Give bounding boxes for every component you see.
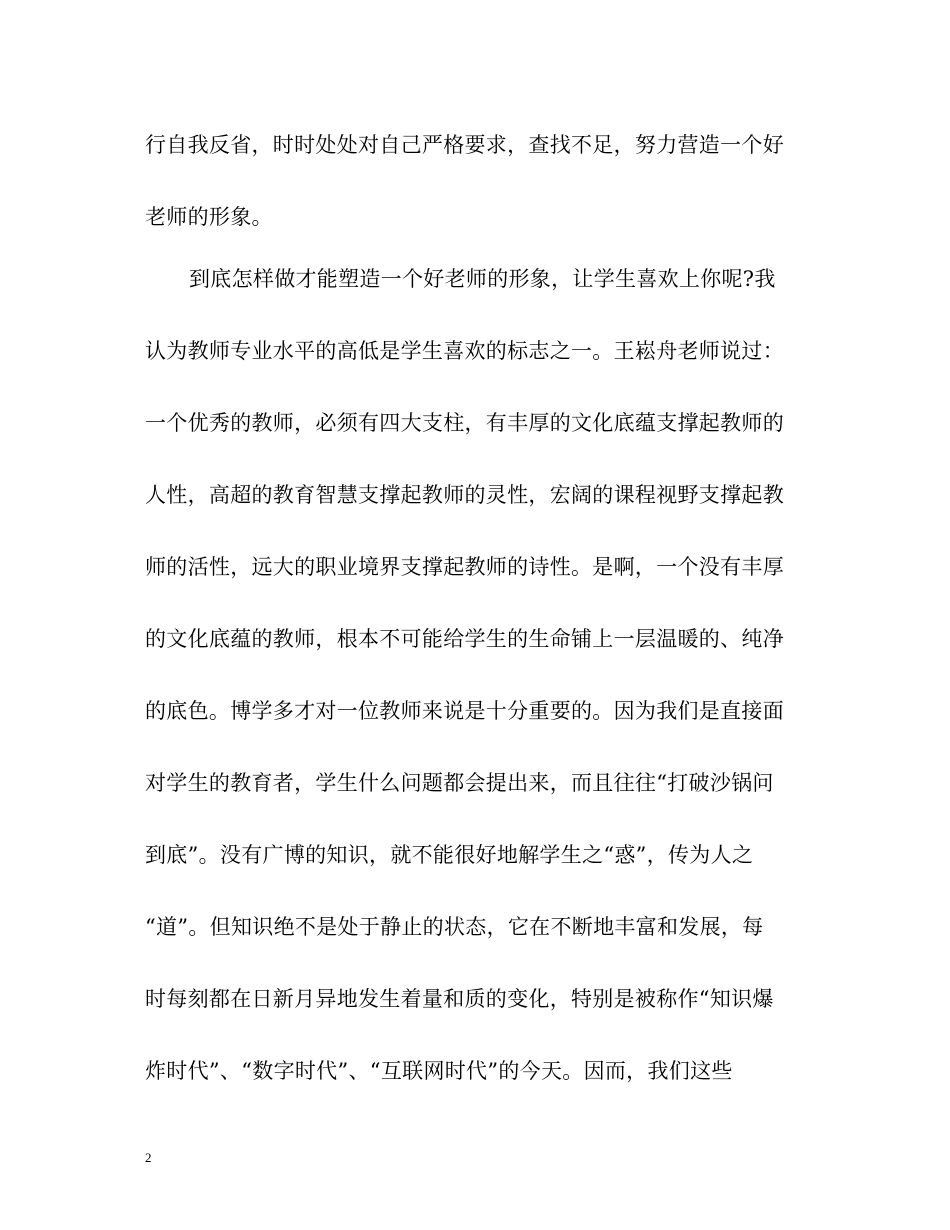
text-line: 老师的形象。 [145, 205, 273, 229]
text-line: 行自我反省，时时处处对自己严格要求，查找不足，努力营造一个好 [145, 133, 784, 157]
text-line: 的底色。博学多才对一位教师来说是十分重要的。因为我们是直接面 [145, 699, 784, 723]
text-line: 的文化底蕴的教师，根本不可能给学生的生命铺上一层温暖的、纯净 [145, 627, 784, 651]
text-line: 炸时代”、“数字时代”、“互联网时代”的今天。因而，我们这些 [145, 1059, 733, 1083]
text-line: 对学生的教育者，学生什么问题都会提出来，而且往往“打破沙锅问 [145, 771, 774, 795]
text-line: 人性，高超的教育智慧支撑起教师的灵性，宏阔的课程视野支撑起教 [145, 483, 784, 507]
text-line: 认为教师专业水平的高低是学生喜欢的标志之一。王崧舟老师说过： [145, 339, 784, 363]
text-line: 时每刻都在日新月异地发生着量和质的变化，特别是被称作“知识爆 [145, 987, 774, 1011]
text-line: 到底怎样做才能塑造一个好老师的形象，让学生喜欢上你呢?我 [189, 267, 776, 291]
text-line: 一个优秀的教师，必须有四大支柱，有丰厚的文化底蕴支撑起教师的 [145, 411, 784, 435]
text-line: 到底”。没有广博的知识，就不能很好地解学生之“惑”，传为人之 [145, 843, 754, 867]
page-number: 2 [145, 1150, 152, 1165]
text-line: 师的活性，远大的职业境界支撑起教师的诗性。是啊，一个没有丰厚 [145, 555, 784, 579]
text-line: “道”。但知识绝不是处于静止的状态，它在不断地丰富和发展，每 [145, 915, 764, 939]
